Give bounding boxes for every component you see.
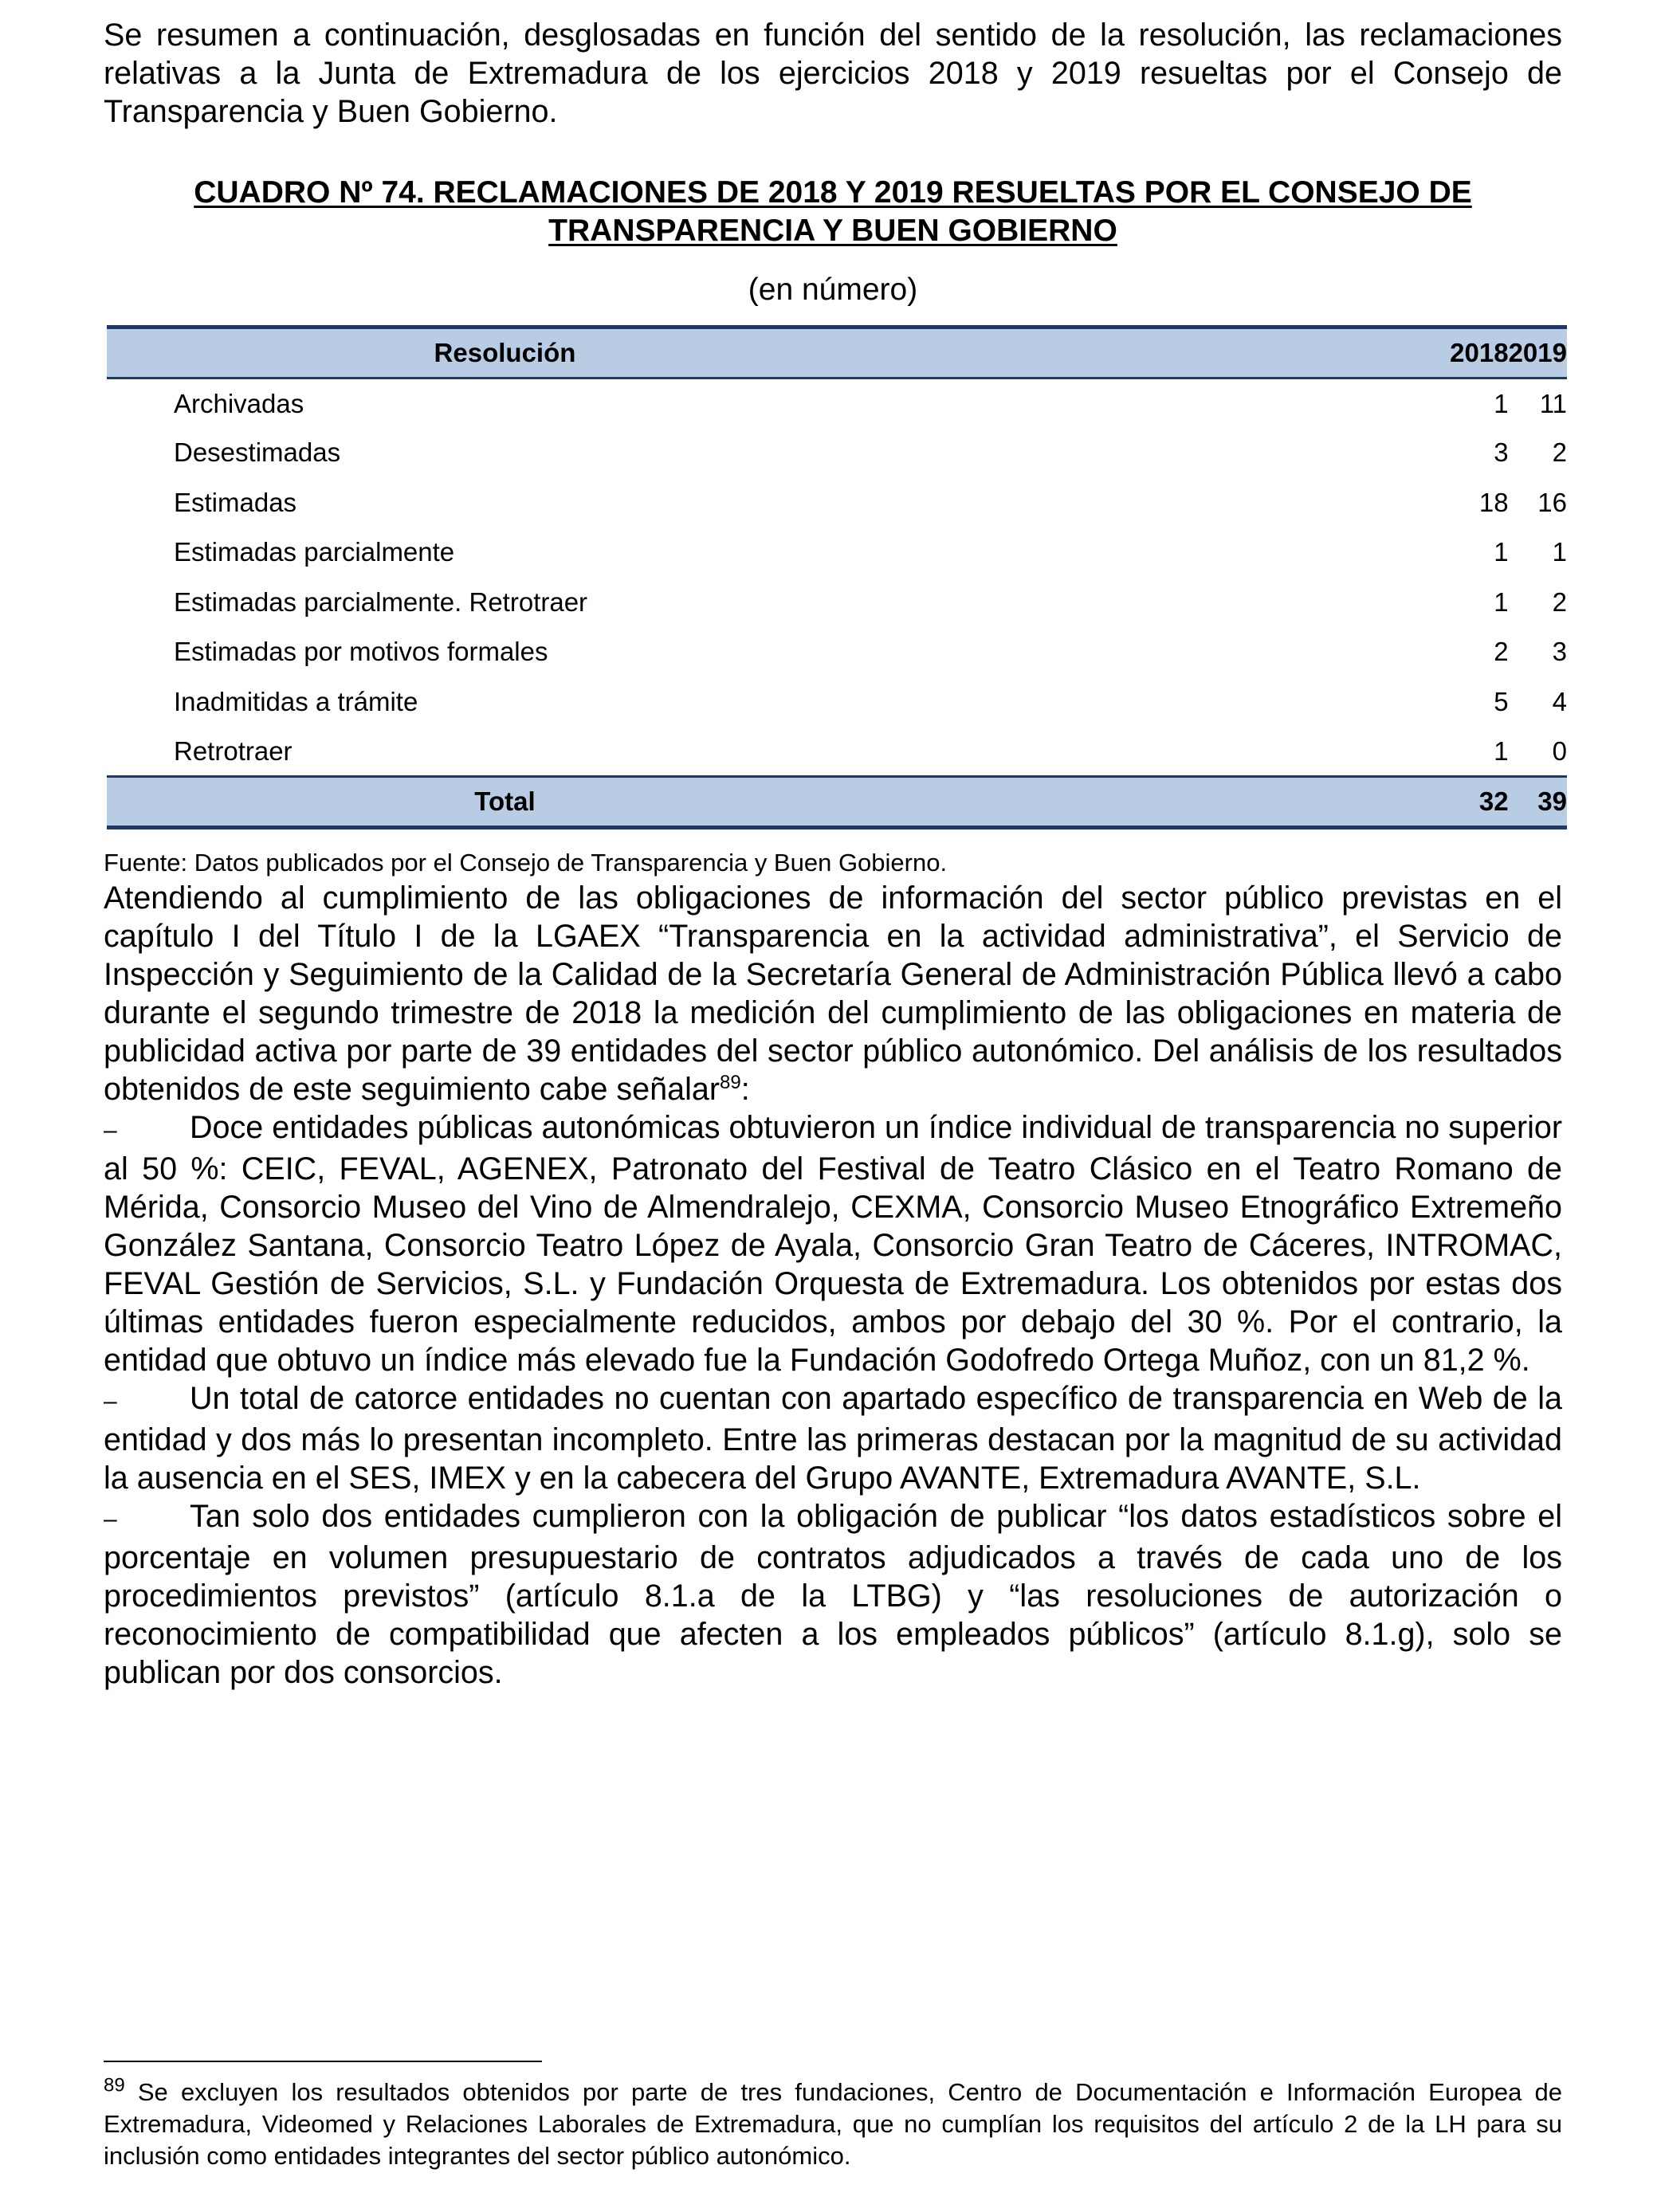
table-title-line-1: CUADRO Nº 74. RECLAMACIONES DE 2018 Y 2019 RESUELTAS POR EL CONSEJO DE: [194, 175, 1472, 210]
row-label: Archivadas: [174, 388, 304, 418]
footnote: [104, 2074, 1562, 2172]
table-row: [107, 378, 1567, 429]
resolutions-table: [107, 325, 1567, 830]
row-value-2019: 1: [1552, 537, 1567, 567]
table-row: [107, 528, 1567, 578]
total-2019: 39: [1509, 777, 1567, 828]
bullet-item: [104, 1379, 1562, 1497]
footnote-number: 89: [104, 2074, 125, 2096]
row-value-2019: 2: [1552, 586, 1567, 617]
bullet-text: Un total de catorce entidades no cuentan con apartado específico de transparencia en Web de la entidad y dos más lo presentan incompleto. Entre las primeras destacan por la magnitud de su actividad la ausencia en el SES, IMEX y en la cabecera del Grupo AVANTE, Extremadura AVANTE, S.L.: [104, 1381, 1562, 1496]
total-label: Total: [107, 777, 1190, 828]
table-row: [107, 627, 1567, 677]
bullet-dash: –: [104, 1117, 117, 1143]
footnote-separator: [104, 2061, 542, 2062]
bullet-dash: –: [104, 1506, 117, 1532]
row-value-2018: 3: [1494, 437, 1509, 468]
bullet-text: Doce entidades públicas autonómicas obtuvieron un índice individual de transparencia no superior al 50 %: CEIC, FEVAL, AGENEX, Patronato del Festival de Teatro Clásico en el Teatro Romano de Mérida, Consorcio Museo del Vino de Almendralejo, CEXMA, Consorcio Museo Etnográfico Extremeño González Santana, Consorcio Teatro López de Ayala, Consorcio Gran Teatro de Cáceres, INTROMAC, FEVAL Gestión de Servicios, S.L. y Fundación Orquesta de Extremadura. Los obtenidos por estas dos últimas entidades fueron especialmente reducidos, ambos por debajo del 30 %. Por el contrario, la entidad que obtuvo un índice más elevado fue la Fundación Godofredo Ortega Muñoz, con un 81,2 %.: [104, 1110, 1562, 1378]
table-row: [107, 727, 1567, 777]
row-value-2018: 1: [1494, 388, 1509, 418]
row-value-2019: 3: [1552, 637, 1567, 667]
paragraph-analysis: [104, 879, 1562, 1108]
row-label: Estimadas por motivos formales: [174, 637, 548, 667]
bullet-item: [104, 1497, 1562, 1692]
table-row: [107, 428, 1567, 478]
table-row: [107, 478, 1567, 528]
row-label: Desestimadas: [174, 437, 341, 468]
header-resolucion: Resolución: [107, 327, 1190, 378]
bullet-text: Tan solo dos entidades cumplieron con la obligación de publicar “los datos estadísticos sobre el porcentaje en volumen presupuestario de contratos adjudicados a través de cada uno de los procedimientos previstos” (artículo 8.1.a de la LTBG) y “las resoluciones de autorización o reconocimiento de compatibilidad que afecten a los empleados públicos” (artículo 8.1.g), solo se publican por dos consorcios.: [104, 1499, 1562, 1690]
bullet-dash: –: [104, 1388, 117, 1414]
row-value-2019: 2: [1552, 437, 1567, 468]
footnote-reference: 89: [719, 1071, 741, 1093]
row-value-2019: 4: [1552, 686, 1567, 716]
table-title-line-2: TRANSPARENCIA Y BUEN GOBIERNO: [548, 214, 1117, 248]
row-value-2018: 5: [1494, 686, 1509, 716]
row-label: Estimadas parcialmente: [174, 537, 455, 567]
header-2018: 2018: [1190, 327, 1509, 378]
row-value-2019: 16: [1537, 487, 1567, 517]
table-row: [107, 578, 1567, 628]
bullet-item: [104, 1108, 1562, 1379]
row-value-2019: 11: [1539, 388, 1567, 418]
table-source: Fuente: Datos publicados por el Consejo de Transparencia y Buen Gobierno.: [104, 849, 948, 877]
row-value-2018: 1: [1494, 537, 1509, 567]
table-unit: (en número): [748, 273, 918, 307]
paragraph-analysis-text: Atendiendo al cumplimiento de las obligaciones de información del sector público previstas en el capítulo I del Título I de la LGAEX “Transparencia en la actividad administrativa”, el Servicio de Inspección y Seguimiento de la Calidad de la Secretaría General de Administración Pública llevó a cabo durante el segundo trimestre de 2018 la medición del cumplimiento de las obligaciones en materia de publicidad activa por parte de 39 entidades del sector público autonómico. Del análisis de los resultados obtenidos de este seguimiento cabe señalar: [104, 880, 1562, 1107]
row-value-2018: 2: [1494, 637, 1509, 667]
intro-paragraph: Se resumen a continuación, desglosadas en función del sentido de la resolución, las reclamaciones relativas a la Junta de Extremadura de los ejercicios 2018 y 2019 resueltas por el Consejo de Transparencia y Buen Gobierno.: [104, 18, 1562, 129]
table-row: [107, 677, 1567, 728]
row-value-2018: 1: [1494, 586, 1509, 617]
document-page: [104, 16, 1567, 1692]
row-label: Estimadas: [174, 487, 297, 517]
row-label: Retrotraer: [174, 735, 293, 766]
row-label: Inadmitidas a trámite: [174, 686, 418, 716]
footnote-text: Se excluyen los resultados obtenidos por parte de tres fundaciones, Centro de Documentación e Información Europea de Extremadura, Videomed y Relaciones Laborales de Extremadura, que no cumplían los requisitos del artículo 2 de la LH para su inclusión como entidades integrantes del sector público autonómico.: [104, 2078, 1562, 2170]
row-value-2018: 18: [1478, 487, 1509, 517]
row-label: Estimadas parcialmente. Retrotraer: [174, 586, 588, 617]
paragraph-analysis-end: :: [740, 1072, 750, 1107]
table-title: [104, 174, 1562, 250]
row-value-2018: 1: [1494, 735, 1509, 766]
table-header-row: [107, 327, 1567, 378]
row-value-2019: 0: [1552, 735, 1567, 766]
header-2019: 2019: [1509, 327, 1567, 378]
table-total-row: [107, 777, 1567, 828]
total-2018: 32: [1190, 777, 1509, 828]
